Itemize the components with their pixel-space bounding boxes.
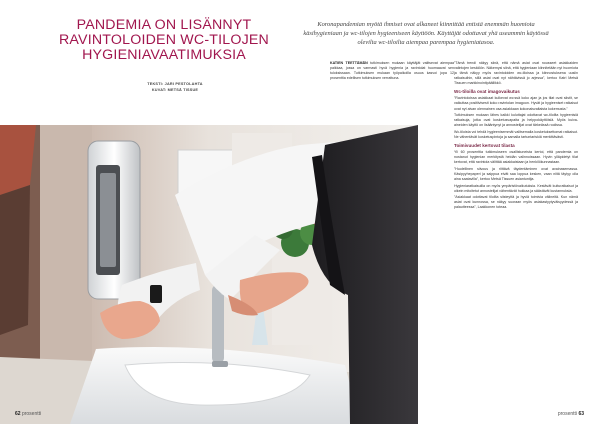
article-credits (105, 82, 245, 93)
article-lede: Koronapandemian myötä ihmiset ovat alkaneet kiinnittää entistä enemmän huomiota käsihygieniaan ja wc-tilojen hygieeniseen käyttöön. Käyttäjät odottavat yhä useammin käytössä olevilta wc-tiloilta aiempaa parempaa hygieniatasoa. (303, 21, 549, 46)
text-column-2 (454, 61, 578, 411)
handwashing-photo (0, 125, 418, 424)
paragraph: Tutkimuksen mukaan lähes kaikki kuluttajat odottavat wc-tiloilta hygieenisiä ratkaisuja, jotka ovat kosketusvapaita ja helppokäyttöisiä. Myös kuiva-aineiden käyttö on lisääntynyt ja annostelijat ovat tärkeässä roolissa. (454, 113, 578, 128)
folio-right (558, 411, 584, 417)
subheading: Toimivuudet kertovat tilasta (454, 142, 515, 148)
folio-left (15, 411, 41, 417)
paragraph: Yli 60 prosenttia tutkimukseen osallistuneista kertoi, että pandemia on nostanut hygienian merkitystä heidän valinnoissaan. Hyvin ylläpidetyt tilat kertovat, että ravintola välittää asiakkaistaan ja henkilökunnastaan. (454, 150, 578, 165)
paragraph: "Huolellinen siivous ja riittävä täydentäminen ovat avainasemassa. Käsipyyhepaperi ja saippua eivät saa loppua kesken, vaan niitä täytyy olla aina saatavilla", kertoo Metsä Tissuen asiantuntija. (454, 166, 578, 181)
magazine-name-right: prosentti (557, 411, 578, 417)
text-column-1 (330, 61, 454, 111)
page-number-right: 63 (578, 411, 584, 417)
credit-text: TEKSTI: JARI PESTOLAHTA (147, 82, 203, 86)
paragraph: Hygieniaratkaisuilla on myös ympäristövaikutuksia. Kestävät kuituratkaisut ja oikein mitoitetut annostelijat vähentävät hukkaa ja säästävät kustannuksia. (454, 183, 578, 193)
credit-photo: KUVAT: METSÄ TISSUE (151, 87, 199, 92)
paragraph: Wc-tiloista voi tehdä hygieenisemmät valitsemalla kosketuksettomat ratkaisut. Ne vähentävät kosketuspintoja ja samalla tartuntariskiä merkittävästi. (454, 129, 578, 139)
subheading: Wc-tiloilla ovat imagovaikutus (454, 89, 520, 95)
magazine-name-left: prosentti (21, 411, 42, 417)
lead-in: KATIEN TEETTÄMÄN (330, 61, 368, 65)
paragraph-text: tutkimuksen mukaan käyttäjät valitsevat aiempaa paikkaa, jossa on varmasti hyvä hygienia ja ravintolat huomaavat sen tuloksissaan. Tutkimuksen mukaan työpaikoilla osuus kasvoi jopa 12 prosenttia edellisen tutkimuksen verrattuna. (330, 61, 454, 81)
paragraph: "Tämä trendi näkyy siinä, että nämä asiat ovat nousseet asiakkaiden valintojen keskiöön. Näkemysi siinä, että hygieniaan kiinnitetään nyt huomiota ja tämä näkyy myös ravintoloiden wc-tiloissa ja kiinnostuksena uusiin ratkaisuihin, sillä asiat ovat nyt nähtävissä jo arjessa", kertoo Katri Metsä Tissuen markkinointipäällikkö. (454, 61, 578, 86)
paper-dispenser (88, 141, 140, 299)
paragraph: "Ravintoloissa asiakkaat kulkevat wc:ssä koko ajan ja jos tilat ovat siistit, se vaikuttaa positiivisesti koko ravintolan imagoon. Hyvät ja hygieeniset ratkaisut ovat nyt aivan olennainen osa asiakkaan kokonaisvaltaista kokemusta." (454, 96, 578, 111)
paragraph: "Asiakkaat odottavat tiloilta siisteyttä ja hyviä toimivia välineitä. Kun nämä asiat ovat kunnossa, se näkyy suoraan myös asiakastyytyväisyydessä ja palautteessa", Laakkonen toteaa. (454, 195, 578, 210)
article-title: PANDEMIA ON LISÄNNYT RAVINTOLOIDEN WC-TILOJEN HYGIENIAVAATIMUKSIA (58, 17, 269, 63)
paragraph (330, 61, 454, 81)
page-number-left: 62 (15, 411, 21, 417)
